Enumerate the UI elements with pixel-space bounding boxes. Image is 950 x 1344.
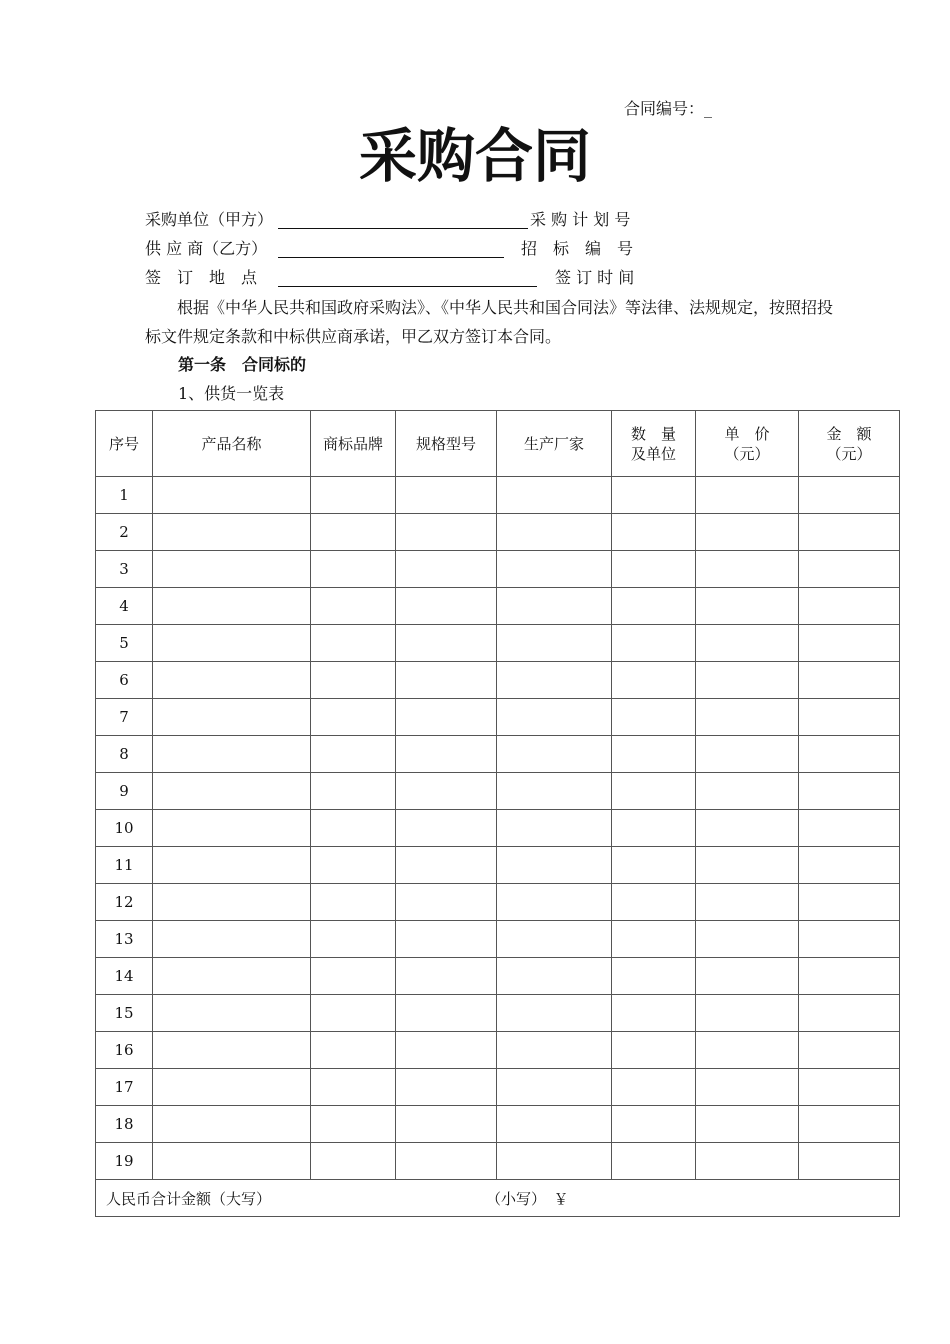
- table-cell[interactable]: [153, 1143, 311, 1180]
- row-number: 2: [96, 514, 153, 551]
- table-cell[interactable]: [612, 699, 696, 736]
- table-cell[interactable]: [153, 773, 311, 810]
- row-number: 18: [96, 1106, 153, 1143]
- table-cell[interactable]: [497, 625, 612, 662]
- table-cell[interactable]: [497, 1032, 612, 1069]
- table-cell[interactable]: [396, 1069, 497, 1106]
- table-body: [96, 477, 900, 1217]
- row-number: 11: [96, 847, 153, 884]
- table-cell[interactable]: [153, 995, 311, 1032]
- table-cell[interactable]: [396, 1143, 497, 1180]
- table-row: [96, 921, 900, 958]
- table-cell[interactable]: [311, 736, 396, 773]
- table-cell[interactable]: [153, 810, 311, 847]
- intro-text: 根据《中华人民共和国政府采购法》、《中华人民共和国合同法》等法律、法规规定，按照招投标文件规定条款和中标供应商承诺，甲乙双方签订本合同。: [145, 298, 834, 346]
- table-cell[interactable]: [311, 1143, 396, 1180]
- table-cell[interactable]: [799, 588, 900, 625]
- table-cell[interactable]: [396, 514, 497, 551]
- table-cell[interactable]: [153, 736, 311, 773]
- place-label: 签 订 地 点: [145, 268, 258, 287]
- column-header-line: 商标品牌: [322, 434, 383, 453]
- table-cell[interactable]: [396, 551, 497, 588]
- table-cell[interactable]: [799, 847, 900, 884]
- time-label: 签 订 时 间: [555, 268, 635, 287]
- table-cell[interactable]: [612, 588, 696, 625]
- bid-number-label: 招 标 编 号: [521, 239, 634, 258]
- table-cell[interactable]: [153, 847, 311, 884]
- table-cell[interactable]: [311, 995, 396, 1032]
- table-cell[interactable]: [612, 1069, 696, 1106]
- table-row: [96, 514, 900, 551]
- table-cell[interactable]: [396, 699, 497, 736]
- column-header: [612, 411, 696, 477]
- table-cell[interactable]: [311, 921, 396, 958]
- table-row: [96, 773, 900, 810]
- table-cell[interactable]: [311, 1106, 396, 1143]
- table-cell[interactable]: [696, 847, 799, 884]
- table-cell[interactable]: [612, 1032, 696, 1069]
- table-cell[interactable]: [612, 551, 696, 588]
- table-cell[interactable]: [311, 1032, 396, 1069]
- table-cell[interactable]: [799, 773, 900, 810]
- buyer-field[interactable]: [278, 208, 528, 229]
- column-header: [396, 411, 497, 477]
- intro-paragraph: [145, 293, 835, 351]
- column-header: [96, 411, 153, 477]
- row-number: 3: [96, 551, 153, 588]
- table-cell[interactable]: [153, 699, 311, 736]
- table-cell[interactable]: [396, 810, 497, 847]
- table-row: [96, 1106, 900, 1143]
- row-number: 12: [96, 884, 153, 921]
- table-cell[interactable]: [799, 921, 900, 958]
- supplier-field[interactable]: [278, 237, 504, 258]
- table-cell[interactable]: [612, 625, 696, 662]
- row-number: 6: [96, 662, 153, 699]
- table-cell[interactable]: [799, 551, 900, 588]
- row-number: 19: [96, 1143, 153, 1180]
- table-cell[interactable]: [799, 1069, 900, 1106]
- column-header-line: 生产厂家: [523, 434, 584, 453]
- table-cell[interactable]: [311, 514, 396, 551]
- table-cell[interactable]: [396, 921, 497, 958]
- table-cell[interactable]: [396, 477, 497, 514]
- table-cell[interactable]: [497, 921, 612, 958]
- column-header: [696, 411, 799, 477]
- supply-table: [95, 410, 900, 1217]
- table-cell[interactable]: [497, 995, 612, 1032]
- table-cell[interactable]: [153, 477, 311, 514]
- table-cell[interactable]: [799, 699, 900, 736]
- table-cell[interactable]: [696, 514, 799, 551]
- table-cell[interactable]: [612, 736, 696, 773]
- table-cell[interactable]: [696, 699, 799, 736]
- table-cell[interactable]: [497, 847, 612, 884]
- table-header-row: [96, 411, 900, 477]
- row-number: 1: [96, 477, 153, 514]
- table-cell[interactable]: [497, 884, 612, 921]
- table-cell[interactable]: [311, 662, 396, 699]
- table-cell[interactable]: [799, 662, 900, 699]
- table-row: [96, 958, 900, 995]
- place-field[interactable]: [278, 266, 537, 287]
- column-header-line: （元）: [724, 444, 770, 463]
- table-row: [96, 884, 900, 921]
- table-cell[interactable]: [696, 1106, 799, 1143]
- table-cell[interactable]: [799, 1143, 900, 1180]
- total-caps-label: 人民币合计金额（大写）: [106, 1189, 272, 1208]
- table-row: [96, 625, 900, 662]
- row-number: 8: [96, 736, 153, 773]
- table-cell[interactable]: [696, 884, 799, 921]
- table-cell[interactable]: [799, 884, 900, 921]
- table-cell[interactable]: [612, 884, 696, 921]
- table-cell[interactable]: [311, 551, 396, 588]
- table-cell[interactable]: [311, 958, 396, 995]
- table-cell[interactable]: [696, 1069, 799, 1106]
- table-cell[interactable]: [497, 699, 612, 736]
- row-number: 13: [96, 921, 153, 958]
- table-cell[interactable]: [497, 662, 612, 699]
- table-cell[interactable]: [799, 958, 900, 995]
- table-cell[interactable]: [497, 736, 612, 773]
- table-cell[interactable]: [612, 514, 696, 551]
- table-row: [96, 1069, 900, 1106]
- table-cell[interactable]: [696, 995, 799, 1032]
- table-cell[interactable]: [696, 773, 799, 810]
- table-cell[interactable]: [311, 810, 396, 847]
- table-cell[interactable]: [612, 958, 696, 995]
- table-cell[interactable]: [612, 921, 696, 958]
- column-header-line: 数 量: [630, 424, 676, 443]
- total-amount-cell[interactable]: [96, 1180, 900, 1217]
- table-cell[interactable]: [799, 477, 900, 514]
- table-row: [96, 810, 900, 847]
- table-cell[interactable]: [153, 662, 311, 699]
- table-cell[interactable]: [696, 662, 799, 699]
- row-number: 16: [96, 1032, 153, 1069]
- row-number: 5: [96, 625, 153, 662]
- table-cell[interactable]: [153, 514, 311, 551]
- row-number: 15: [96, 995, 153, 1032]
- row-number: 10: [96, 810, 153, 847]
- table-cell[interactable]: [612, 773, 696, 810]
- column-header: [799, 411, 900, 477]
- column-header-line: 产品名称: [201, 434, 262, 453]
- table-cell[interactable]: [696, 477, 799, 514]
- table-cell[interactable]: [396, 958, 497, 995]
- table-cell[interactable]: [696, 588, 799, 625]
- contract-number-label: 合同编号：_: [624, 99, 713, 118]
- table-cell[interactable]: [311, 773, 396, 810]
- article-1-heading: 第一条 合同标的: [178, 355, 307, 374]
- table-cell[interactable]: [799, 1032, 900, 1069]
- table-cell[interactable]: [696, 958, 799, 995]
- table-cell[interactable]: [396, 736, 497, 773]
- table-row: [96, 995, 900, 1032]
- table-cell[interactable]: [497, 588, 612, 625]
- table-cell[interactable]: [396, 884, 497, 921]
- table-cell[interactable]: [696, 810, 799, 847]
- table-cell[interactable]: [497, 551, 612, 588]
- table-row: [96, 1143, 900, 1180]
- table-cell[interactable]: [311, 847, 396, 884]
- table-cell[interactable]: [799, 736, 900, 773]
- supply-list-heading: 1、供货一览表: [178, 384, 285, 403]
- table-cell[interactable]: [612, 662, 696, 699]
- column-header-line: 及单位: [630, 444, 676, 463]
- table-cell[interactable]: [311, 625, 396, 662]
- column-header-line: 金 额: [826, 424, 872, 443]
- table-cell[interactable]: [612, 847, 696, 884]
- table-cell[interactable]: [612, 995, 696, 1032]
- table-cell[interactable]: [799, 1106, 900, 1143]
- row-number: 4: [96, 588, 153, 625]
- supplier-label: 供 应 商（乙方）: [145, 239, 268, 258]
- column-header: [153, 411, 311, 477]
- table-cell[interactable]: [497, 477, 612, 514]
- table-cell[interactable]: [396, 847, 497, 884]
- table-cell[interactable]: [153, 1069, 311, 1106]
- row-number: 14: [96, 958, 153, 995]
- table-cell[interactable]: [311, 477, 396, 514]
- table-row: [96, 551, 900, 588]
- table-cell[interactable]: [696, 551, 799, 588]
- table-cell[interactable]: [497, 773, 612, 810]
- table-cell[interactable]: [799, 625, 900, 662]
- table-cell[interactable]: [396, 625, 497, 662]
- plan-number-label: 采 购 计 划 号: [530, 210, 631, 229]
- column-header: [497, 411, 612, 477]
- table-cell[interactable]: [612, 1143, 696, 1180]
- table-cell[interactable]: [153, 884, 311, 921]
- table-cell[interactable]: [497, 1069, 612, 1106]
- table-cell[interactable]: [311, 699, 396, 736]
- row-number: 9: [96, 773, 153, 810]
- table-cell[interactable]: [153, 625, 311, 662]
- table-cell[interactable]: [153, 588, 311, 625]
- table-cell[interactable]: [396, 1106, 497, 1143]
- table-cell[interactable]: [696, 625, 799, 662]
- table-cell[interactable]: [311, 884, 396, 921]
- table-row: [96, 662, 900, 699]
- page-title: 采购合同: [358, 122, 591, 190]
- table-cell[interactable]: [396, 1032, 497, 1069]
- column-header-line: 规格型号: [415, 434, 476, 453]
- column-header-line: （元）: [826, 444, 872, 463]
- table-cell[interactable]: [153, 921, 311, 958]
- table-row: [96, 1032, 900, 1069]
- table-cell[interactable]: [396, 662, 497, 699]
- table-row: [96, 588, 900, 625]
- row-number: 7: [96, 699, 153, 736]
- table-row: [96, 699, 900, 736]
- table-cell[interactable]: [497, 810, 612, 847]
- table-cell[interactable]: [311, 588, 396, 625]
- table-cell[interactable]: [696, 921, 799, 958]
- column-header: [311, 411, 396, 477]
- table-cell[interactable]: [153, 1106, 311, 1143]
- table-cell[interactable]: [497, 1106, 612, 1143]
- table-cell[interactable]: [396, 995, 497, 1032]
- row-number: 17: [96, 1069, 153, 1106]
- table-cell[interactable]: [497, 958, 612, 995]
- table-cell[interactable]: [497, 514, 612, 551]
- total-row: [96, 1180, 900, 1217]
- table-cell[interactable]: [696, 736, 799, 773]
- column-header-line: 序号: [108, 434, 139, 453]
- table-cell[interactable]: [396, 588, 497, 625]
- table-cell[interactable]: [612, 477, 696, 514]
- table-cell[interactable]: [612, 1106, 696, 1143]
- table-cell[interactable]: [153, 551, 311, 588]
- table-cell[interactable]: [153, 1032, 311, 1069]
- table-cell[interactable]: [696, 1032, 799, 1069]
- table-cell[interactable]: [153, 958, 311, 995]
- table-row: [96, 847, 900, 884]
- table-cell[interactable]: [311, 1069, 396, 1106]
- table-row: [96, 736, 900, 773]
- table-row: [96, 477, 900, 514]
- buyer-label: 采购单位（甲方）: [145, 210, 274, 229]
- table-cell[interactable]: [497, 1143, 612, 1180]
- table-cell[interactable]: [799, 810, 900, 847]
- table-cell[interactable]: [799, 514, 900, 551]
- table-cell[interactable]: [396, 773, 497, 810]
- table-cell[interactable]: [612, 810, 696, 847]
- column-header-line: 单 价: [724, 424, 770, 443]
- table-cell[interactable]: [696, 1143, 799, 1180]
- table-cell[interactable]: [799, 995, 900, 1032]
- total-small-label: （小写） ￥: [486, 1189, 569, 1208]
